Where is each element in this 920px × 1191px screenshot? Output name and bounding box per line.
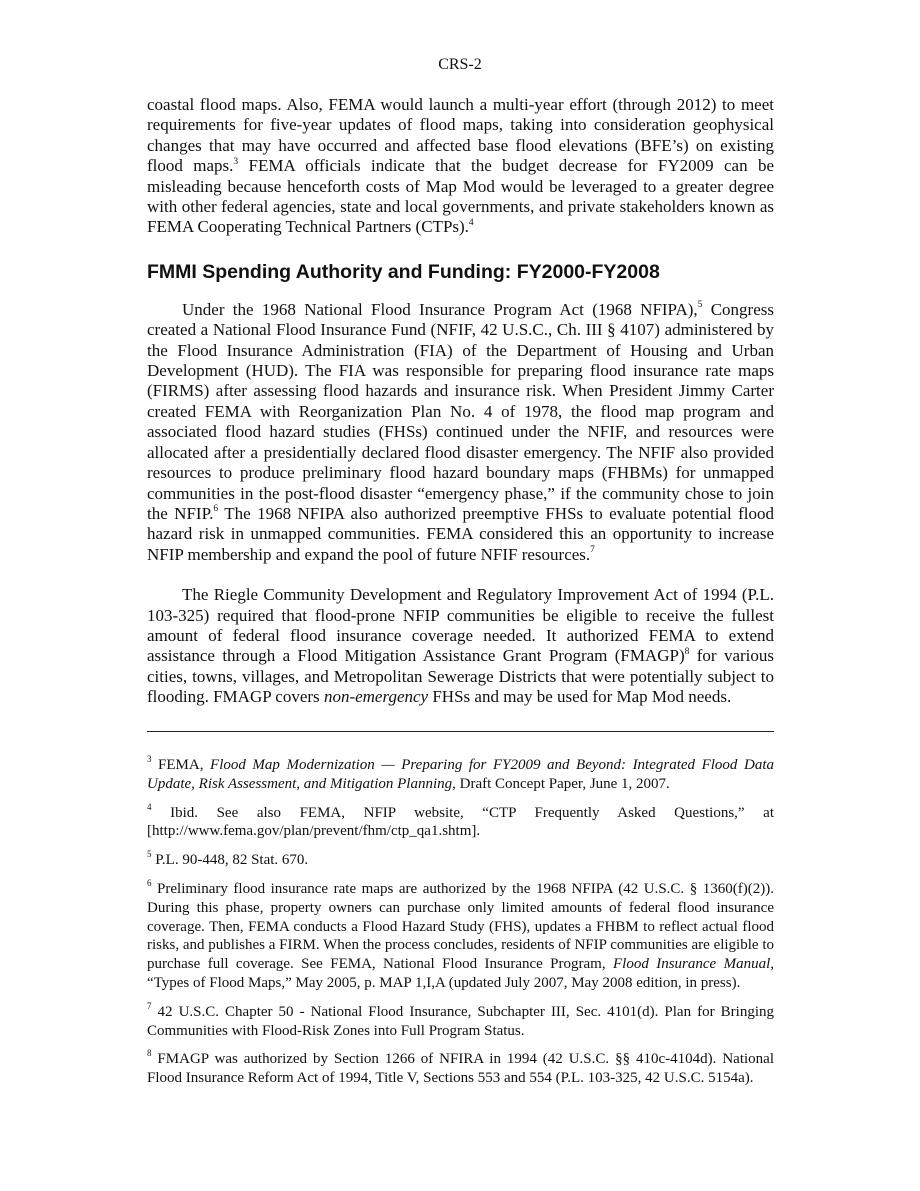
footnote: $^3$ FEMA, Flood Map Modernization — Preparing for FY2009 and Beyond: Integrated Flood Data Update, Risk Assessment, and Mitigation Planning, Draft Concept Paper, June 1, 2007.: [147, 754, 774, 792]
paragraph-riegle: The Riegle Community Development and Regulatory Improvement Act of 1994 (P.L. 103-325) required that flood-prone NFIP communities be eligible to receive the fullest amount of federal flood insurance coverage needed. It authorized FEMA to extend assistance through a Flood Mitigation Assistance Grant Program (FMAGP)$^8$ for various cities, towns, villages, and Metropolitan Sewerage Districts that were potentially subject to flooding. FMAGP covers non-emergency FHSs and may be used for Map Mod needs.: [147, 585, 774, 707]
footnote-ref: 6: [213, 504, 219, 515]
footnote-ref: 7: [590, 545, 595, 556]
footnote: $^8$ FMAGP was authorized by Section 1266 of NFIRA in 1994 (42 U.S.C. §§ 410c-4104d). National Flood Insurance Reform Act of 1994, Title V, Sections 553 and 554 (P.L. 103-325, 42 U.S.C. 5154a).: [147, 1048, 774, 1087]
page-number: CRS-2: [438, 56, 482, 73]
paragraph-continued: coastal flood maps. Also, FEMA would launch a multi-year effort (through 2012) to meet requirements for five-year updates of flood maps, taking into consideration geophysical changes that may have occurred and affected base flood elevations (BFE’s) on existing flood maps.$^3$ FEMA officials indicate that the budget decrease for FY2009 can be misleading because henceforth costs of Map Mod would be leveraged to a greater degree with other federal agencies, state and local governments, and private stakeholders known as FEMA Cooperating Technical Partners (CTPs).$^4$: [147, 95, 774, 237]
footnote: $^4$ Ibid. See also FEMA, NFIP website, “CTP Frequently Asked Questions,” at [http://www.fema.gov/plan/prevent/fhm/ctp_qa1.shtm].: [147, 801, 774, 840]
footnote: $^5$ P.L. 90-448, 82 Stat. 670.: [147, 849, 309, 869]
footnote-ref: 3: [233, 156, 239, 167]
footnote: $^6$ Preliminary flood insurance rate maps are authorized by the 1968 NFIPA (42 U.S.C. § 1360(f)(2)). During this phase, property owners can purchase only limited amounts of federal flood insurance coverage. Then, FEMA conducts a Flood Hazard Study (FHS), updates a FHBM to reflect actual flood risks, and publishes a FIRM. When the process concludes, residents of NFIP communities are eligible to purchase full coverage. See FEMA, National Flood Insurance Program, Flood Insurance Manual, “Types of Flood Maps,” May 2005, p. MAP 1,I,A (updated July 2007, May 2008 edition, in press).: [147, 877, 774, 991]
footnote-divider: [147, 731, 774, 732]
footnote-ref: 4: [468, 217, 474, 228]
footnotes: [147, 756, 774, 1098]
footnote: $^7$ 42 U.S.C. Chapter 50 - National Flood Insurance, Subchapter III, Sec. 4101(d). Plan for Bringing Communities with Flood-Risk Zones into Full Program Status.: [147, 1000, 774, 1039]
section-heading: FMMI Spending Authority and Funding: FY2000-FY2008: [147, 260, 660, 283]
footnote-ref: 5: [697, 300, 703, 311]
footnote-ref: 8: [684, 646, 690, 657]
paragraph-nfipa: Under the 1968 National Flood Insurance Program Act (1968 NFIPA),$^5$ Congress created a National Flood Insurance Fund (NFIF, 42 U.S.C., Ch. III § 4107) administered by the Flood Insurance Administration (FIA) of the Department of Housing and Urban Development (HUD). The FIA was responsible for preparing flood insurance rate maps (FIRMS) after assessing flood hazards and insurance risk. When President Jimmy Carter created FEMA with Reorganization Plan No. 4 of 1978, the flood map program and associated flood hazard studies (FHSs) continued under the NFIF, and resources were allocated after a presidentially declared flood disaster emergency. The NFIF also provided resources to produce preliminary flood hazard boundary maps (FHBMs) for unmapped communities in the post-flood disaster “emergency phase,” if the community chose to join the NFIP.$^6$ The 1968 NFIPA also authorized preemptive FHSs to evaluate potential flood hazard risk in unmapped communities. FEMA considered this an opportunity to increase NFIP membership and expand the pool of future NFIF resources.$^7$: [147, 299, 774, 564]
main-text: [147, 95, 774, 728]
